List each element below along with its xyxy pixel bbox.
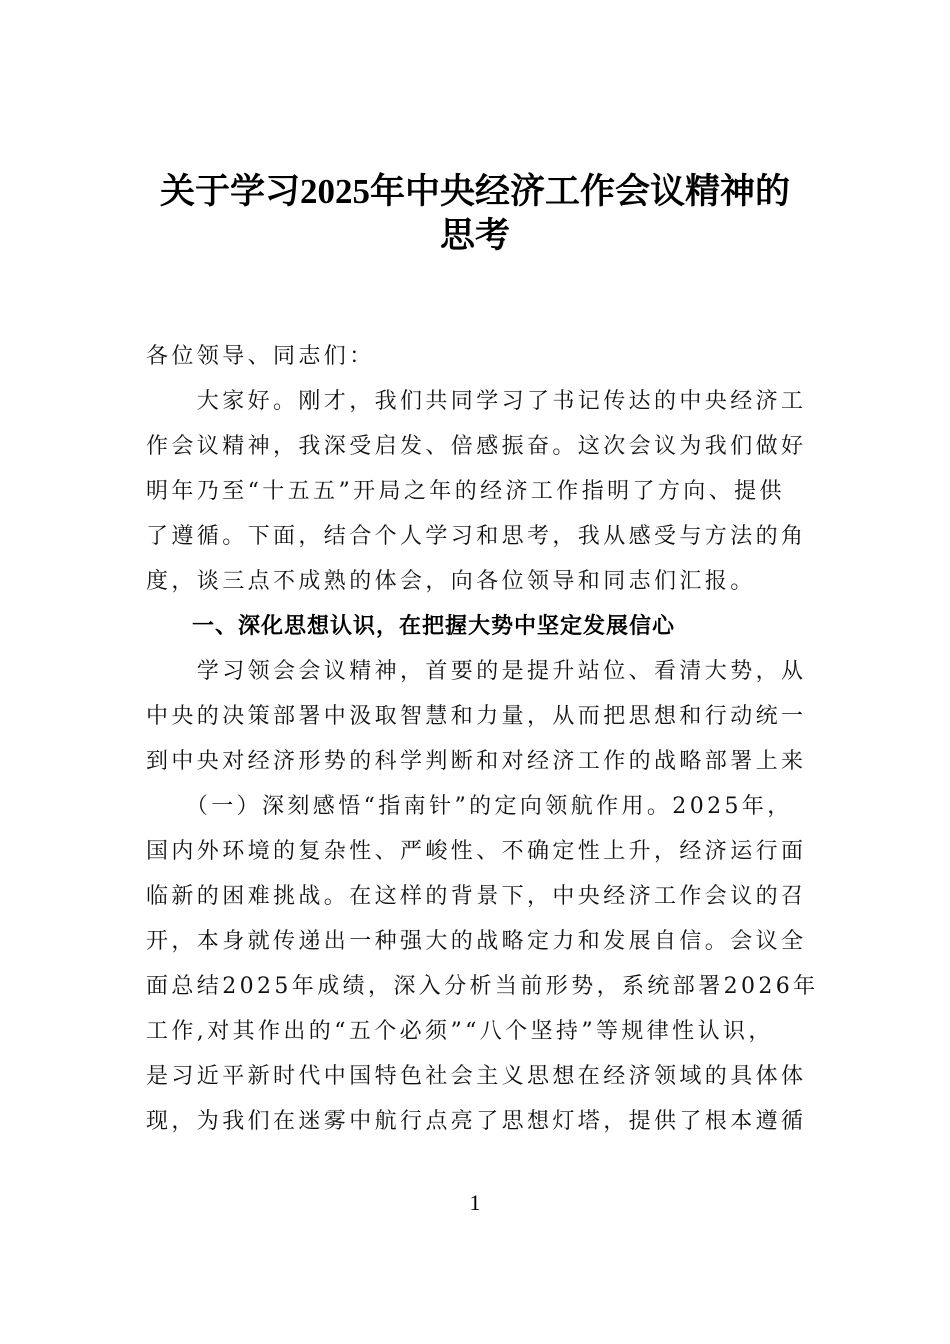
- document-title-line-1: 关于学习2025年中央经济工作会议精神的: [159, 172, 790, 211]
- paragraph-line: 工作,对其作出的“五个必须”“八个坚持”等规律性认识，: [146, 1019, 774, 1044]
- paragraph-line: 到中央对经济形势的科学判断和对经济工作的战略部署上来: [146, 749, 807, 774]
- paragraph-line: 国内外环境的复杂性、严峻性、不确定性上升，经济运行面: [146, 839, 807, 864]
- paragraph-line: 度，谈三点不成熟的体会，向各位领导和同志们汇报。: [146, 569, 756, 594]
- paragraph-line: 开，本身就传递出一种强大的战略定力和发展自信。会议全: [146, 929, 807, 954]
- paragraph-line: 是习近平新时代中国特色社会主义思想在经济领域的具体体: [146, 1064, 807, 1089]
- paragraph-line: 作会议精神，我深受启发、倍感振奋。这次会议为我们做好: [146, 434, 807, 459]
- paragraph-line: 现，为我们在迷雾中航行点亮了思想灯塔，提供了根本遵循: [146, 1109, 807, 1134]
- page-number: 1: [469, 1190, 481, 1215]
- document-title-line-2: 思考: [439, 216, 510, 255]
- salutation: 各位领导、同志们：: [146, 344, 375, 369]
- section-heading: 一、深化思想认识，在把握大势中坚定发展信心: [146, 614, 676, 639]
- paragraph-line: 大家好。刚才，我们共同学习了书记传达的中央经济工: [146, 389, 807, 414]
- subsection-line: （一）深刻感悟“指南针”的定向领航作用。2025年，: [146, 794, 793, 819]
- paragraph-line: 面总结2025年成绩，深入分析当前形势，系统部署2026年: [146, 974, 819, 999]
- paragraph-line: 了遵循。下面，结合个人学习和思考，我从感受与方法的角: [146, 524, 807, 549]
- paragraph-line: 明年乃至“十五五”开局之年的经济工作指明了方向、提供: [146, 479, 785, 504]
- paragraph-line: 中央的决策部署中汲取智慧和力量，从而把思想和行动统一: [146, 704, 807, 729]
- paragraph-line: 临新的困难挑战。在这样的背景下，中央经济工作会议的召: [146, 884, 807, 909]
- paragraph-line: 学习领会会议精神，首要的是提升站位、看清大势，从: [146, 659, 807, 684]
